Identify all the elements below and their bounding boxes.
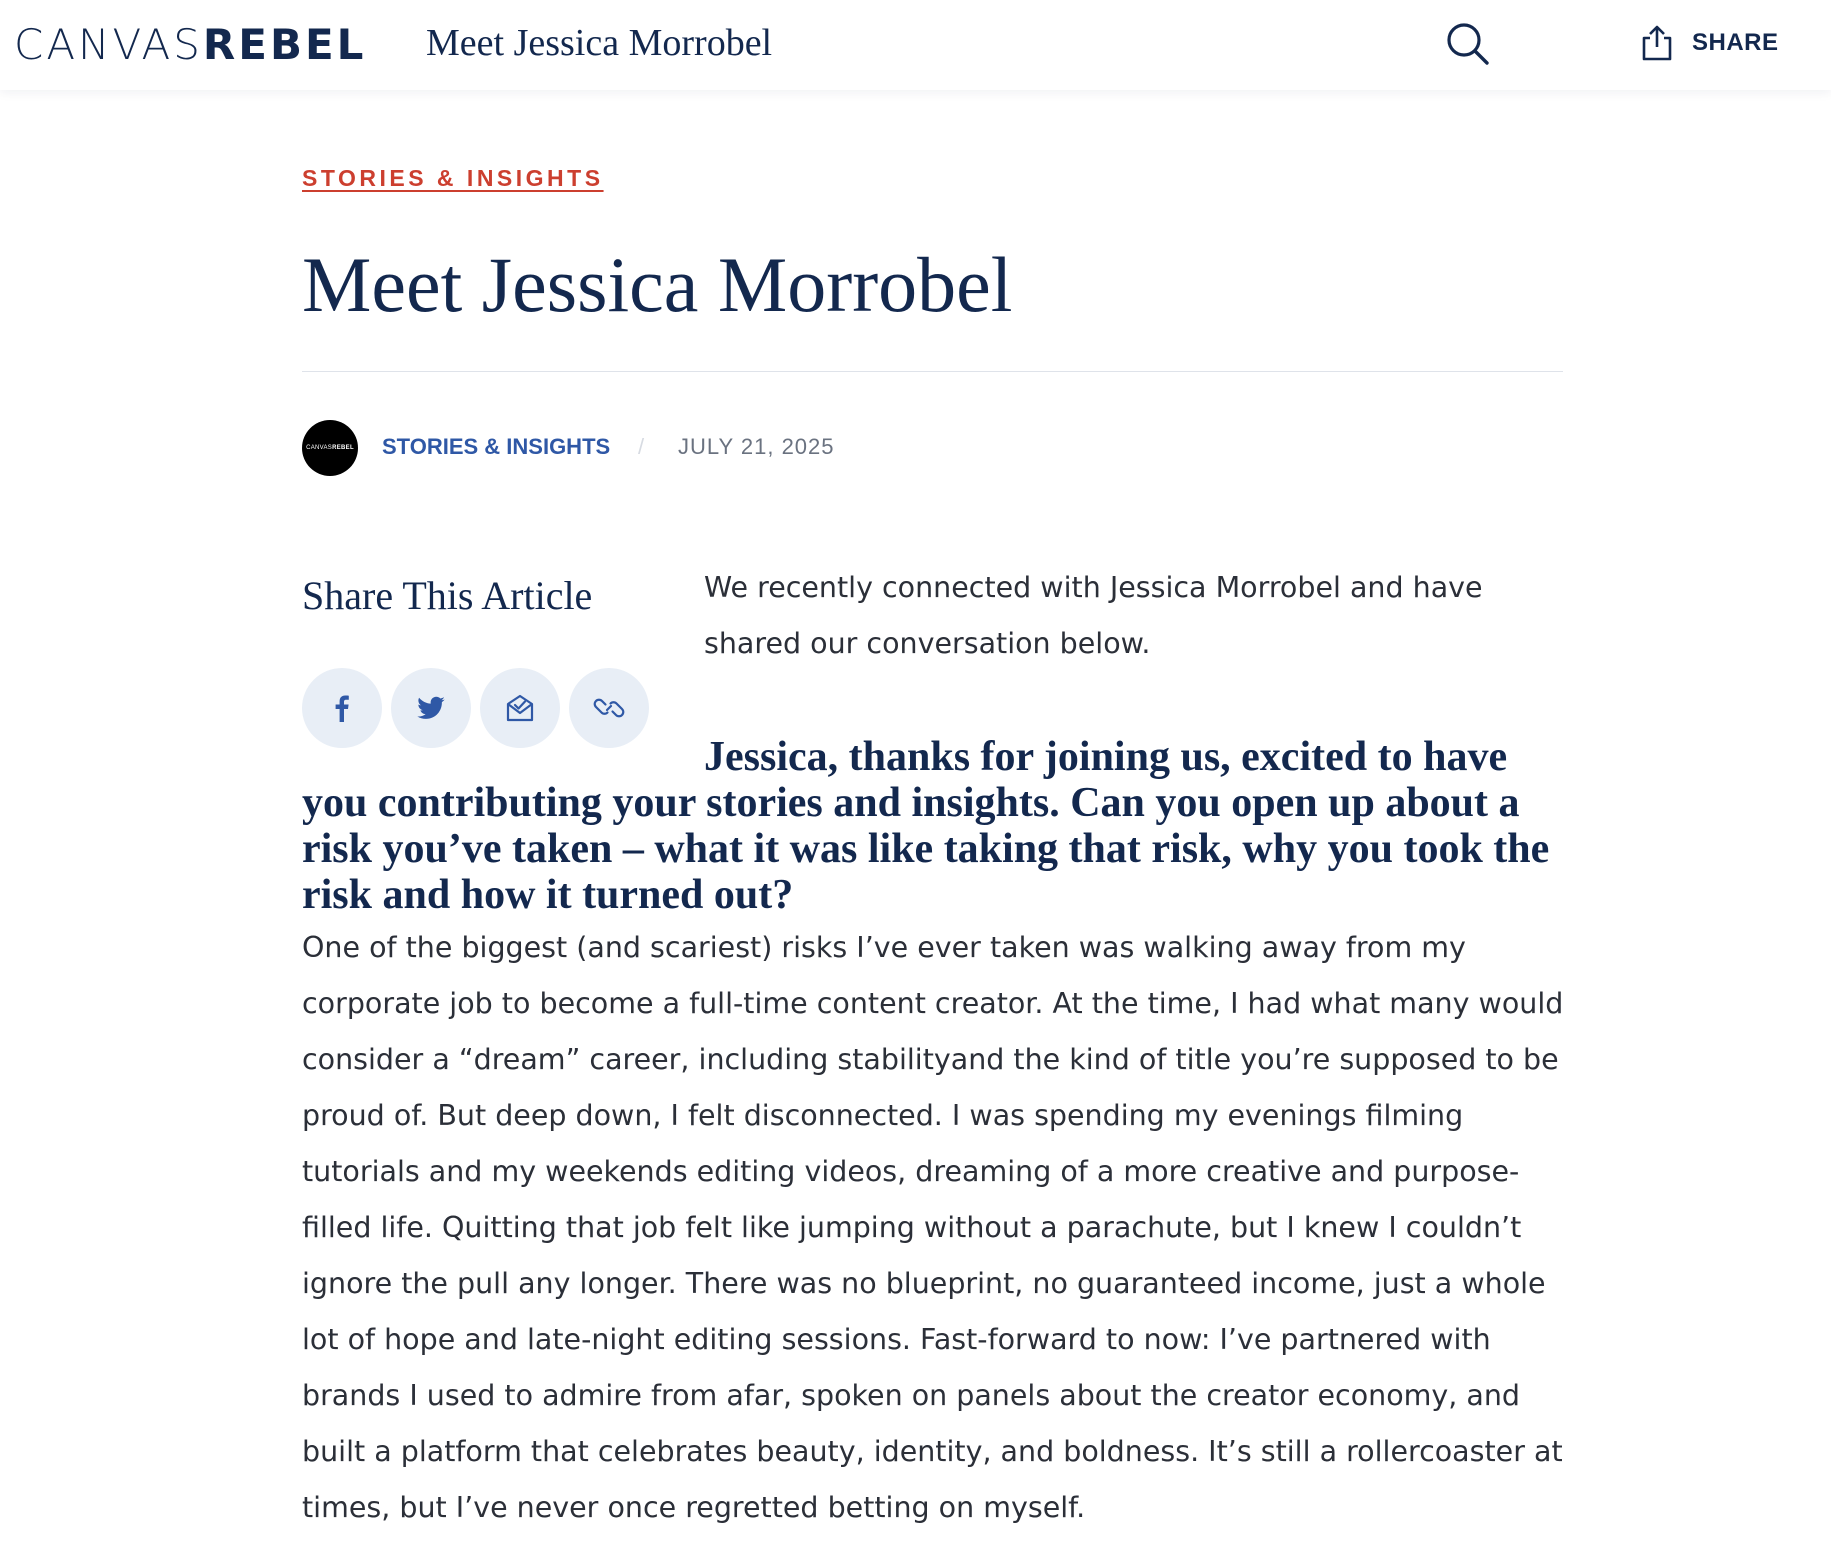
header-share-button[interactable] <box>1640 18 1779 68</box>
email-icon <box>504 692 536 724</box>
avatar-text-bold: REBEL <box>332 445 354 451</box>
search-icon <box>1444 20 1492 68</box>
article-title: Meet Jessica Morrobel <box>302 241 1013 328</box>
logo-wordmark-light: CANVAS <box>14 20 203 69</box>
title-divider <box>302 371 1563 372</box>
category-kicker-link[interactable]: STORIES & INSIGHTS <box>302 165 604 191</box>
link-icon <box>593 692 625 724</box>
article-intro: We recently connected with Jessica Morrobel and have shared our conversation below. <box>704 571 1483 660</box>
search-button[interactable] <box>1444 20 1492 68</box>
site-header <box>0 0 1831 90</box>
share-label: SHARE <box>1692 29 1779 56</box>
meta-category-link[interactable]: STORIES & INSIGHTS <box>382 434 611 459</box>
interview-question: Jessica, thanks for joining us, excited to have you contributing your stories and insights. Can you open up about a risk you’ve taken – what it was like taking that risk, why you took the risk and how it turned out? <box>302 734 1550 918</box>
avatar-text-light: CANVAS <box>306 445 333 451</box>
share-upload-icon <box>1640 24 1674 62</box>
facebook-icon <box>327 693 357 723</box>
logo-wordmark-bold: REBEL <box>202 20 367 69</box>
share-article-heading: Share This Article <box>302 573 593 618</box>
author-avatar[interactable] <box>302 420 358 476</box>
site-logo[interactable] <box>14 20 366 70</box>
header-page-title: Meet Jessica Morrobel <box>426 22 773 64</box>
meta-separator: / <box>638 434 645 459</box>
interview-answer: One of the biggest (and scariest) risks I’ve ever taken was walking away from my corporate job to become a full-time content creator. At the time, I had what many would consider a “dream” career, including stabilityand the kind of title you’re supposed to be proud of. But deep down, I felt disconnected. I was spending my evenings filming tutorials and my weekends editing videos, dreaming of a more creative and purpose-filled life. Quitting that job felt like jumping without a parachute, but I knew I couldn’t ignore the pull any longer. There was no blueprint, no guaranteed income, just a whole lot of hope and late-night editing sessions. Fast-forward to now: I’ve partnered with brands I used to admire from afar, spoken on panels about the creator economy, and built a platform that celebrates beauty, identity, and boldness. It’s still a rollercoaster at times, but I’ve never once regretted betting on myself. <box>302 931 1564 1524</box>
publish-date: JULY 21, 2025 <box>678 434 835 459</box>
twitter-icon <box>416 693 446 723</box>
